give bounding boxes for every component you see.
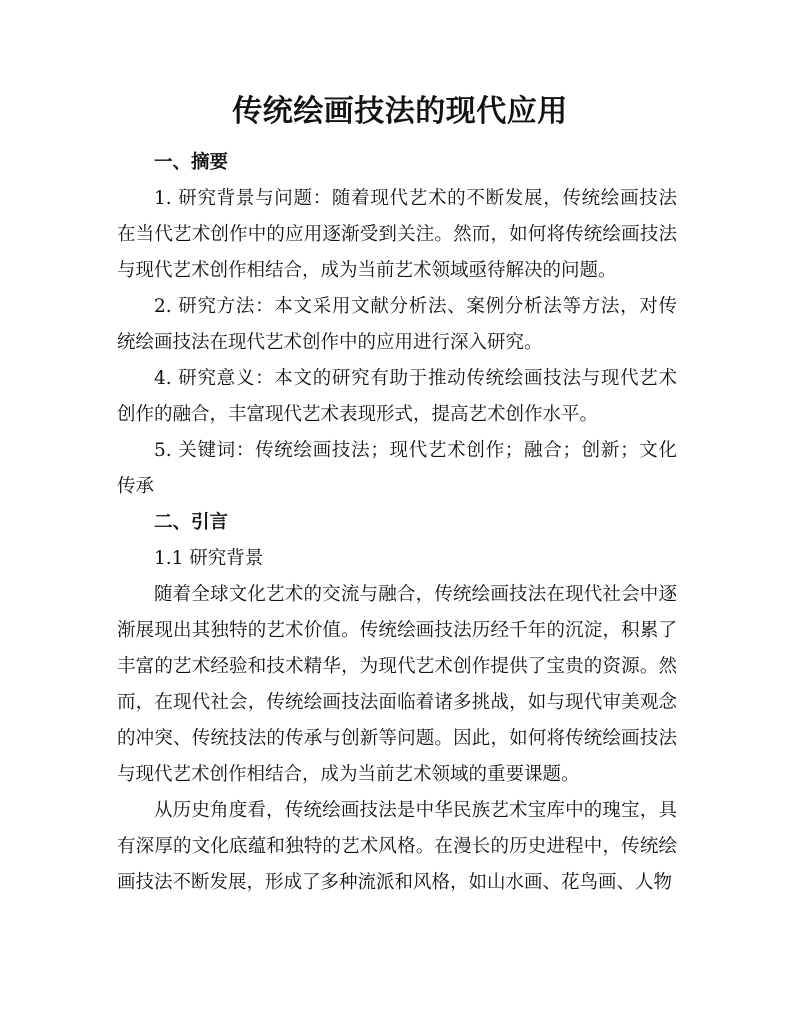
subsection-heading-background: 1.1 研究背景 <box>154 548 264 569</box>
section-heading-abstract: 一、摘要 <box>154 152 229 173</box>
abstract-paragraph-keywords: 5. 关键词：传统绘画技法；现代艺术创作；融合；创新；文化传承 <box>117 440 677 497</box>
document-title: 传统绘画技法的现代应用 <box>232 94 568 129</box>
abstract-paragraph-significance: 4. 研究意义：本文的研究有助于推动传统绘画技法与现代艺术创作的融合，丰富现代艺术表现形式，提高艺术创作水平。 <box>117 368 677 425</box>
abstract-paragraph-methods: 2. 研究方法：本文采用文献分析法、案例分析法等方法，对传统绘画技法在现代艺术创作中的应用进行深入研究。 <box>117 296 677 353</box>
document-body <box>117 145 677 901</box>
introduction-paragraph-1: 随着全球文化艺术的交流与融合，传统绘画技法在现代社会中逐渐展现出其独特的艺术价值。传统绘画技法历经千年的沉淀，积累了丰富的艺术经验和技术精华，为现代艺术创作提供了宝贵的资源。然而，在现代社会，传统绘画技法面临着诸多挑战，如与现代审美观念的冲突、传统技法的传承与创新等问题。因此，如何将传统绘画技法与现代艺术创作相结合，成为当前艺术领域的重要课题。 <box>117 584 677 785</box>
section-heading-introduction: 二、引言 <box>154 512 229 533</box>
abstract-paragraph-background: 1. 研究背景与问题：随着现代艺术的不断发展，传统绘画技法在当代艺术创作中的应用逐渐受到关注。然而，如何将传统绘画技法与现代艺术创作相结合，成为当前艺术领域亟待解决的问题。 <box>117 188 677 281</box>
introduction-paragraph-2: 从历史角度看，传统绘画技法是中华民族艺术宝库中的瑰宝，具有深厚的文化底蕴和独特的艺术风格。在漫长的历史进程中，传统绘画技法不断发展，形成了多种流派和风格，如山水画、花鸟画、人物 <box>117 800 677 893</box>
